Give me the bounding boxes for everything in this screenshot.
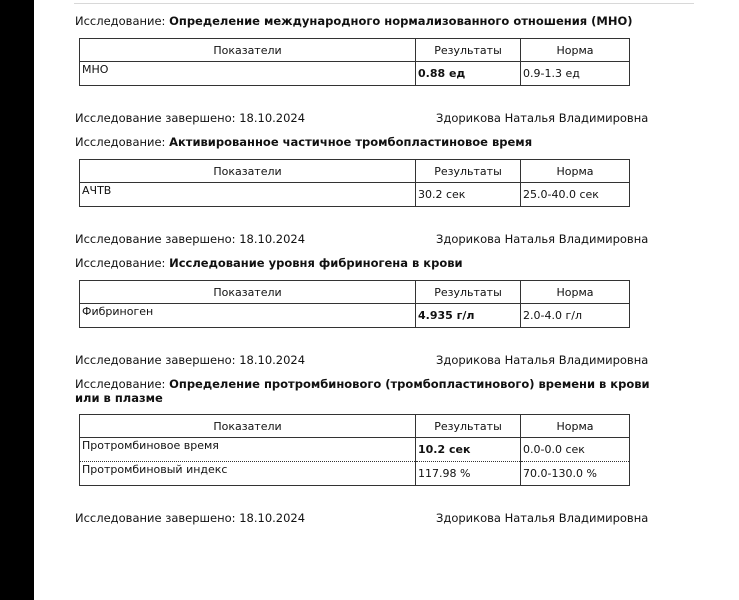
header-result: Результаты (416, 39, 521, 62)
header-param: Показатели (80, 160, 416, 183)
param-name: Фибриноген (80, 304, 416, 328)
table-row (80, 438, 630, 462)
result-value: 30.2 сек (416, 183, 521, 207)
result-value: 10.2 сек (416, 438, 521, 462)
study-footer: Исследование завершено: 18.10.2024 Здорикова Наталья Владимировна (75, 111, 649, 125)
header-param: Показатели (80, 415, 416, 438)
study-footer: Исследование завершено: 18.10.2024 Здорикова Наталья Владимировна (75, 353, 649, 367)
norm-value: 0.9-1.3 ед (521, 62, 630, 86)
header-norm: Норма (521, 39, 630, 62)
doctor-name: Здорикова Наталья Владимировна (436, 511, 649, 525)
study-title: Исследование: Активированное частичное тромбопластиновое время (75, 135, 533, 149)
norm-value: 2.0-4.0 г/л (521, 304, 630, 328)
results-table (79, 38, 630, 86)
norm-value: 25.0-40.0 сек (521, 183, 630, 207)
table-row (80, 62, 630, 86)
completion-date: 18.10.2024 (239, 111, 306, 125)
header-norm: Норма (521, 415, 630, 438)
doctor-name: Здорикова Наталья Владимировна (436, 353, 649, 367)
norm-value: 0.0-0.0 сек (521, 438, 630, 462)
header-norm: Норма (521, 281, 630, 304)
top-divider (74, 3, 694, 4)
header-result: Результаты (416, 281, 521, 304)
completion-date: 18.10.2024 (239, 232, 306, 246)
study-title: Исследование: Исследование уровня фибриногена в крови (75, 256, 463, 270)
result-value: 0.88 ед (416, 62, 521, 86)
header-param: Показатели (80, 281, 416, 304)
completion-date: 18.10.2024 (239, 353, 306, 367)
header-norm: Норма (521, 160, 630, 183)
header-result: Результаты (416, 415, 521, 438)
header-param: Показатели (80, 39, 416, 62)
results-table (79, 159, 630, 207)
report-page (34, 0, 739, 600)
result-value: 117.98 % (416, 462, 521, 486)
results-table (79, 414, 630, 486)
study-title: Исследование: Определение протромбинового (тромбопластинового) времени в крови или в плазме (75, 377, 650, 405)
param-name: Протромбиновое время (80, 438, 416, 462)
param-name: МНО (80, 62, 416, 86)
table-row (80, 304, 630, 328)
header-result: Результаты (416, 160, 521, 183)
norm-value: 70.0-130.0 % (521, 462, 630, 486)
doctor-name: Здорикова Наталья Владимировна (436, 232, 649, 246)
param-name: Протромбиновый индекс (80, 462, 416, 486)
completion-date: 18.10.2024 (239, 511, 306, 525)
study-title: Исследование: Определение международного нормализованного отношения (МНО) (75, 14, 633, 28)
study-footer: Исследование завершено: 18.10.2024 Здорикова Наталья Владимировна (75, 232, 649, 246)
table-row (80, 183, 630, 207)
study-footer: Исследование завершено: 18.10.2024 Здорикова Наталья Владимировна (75, 511, 649, 525)
results-table (79, 280, 630, 328)
doctor-name: Здорикова Наталья Владимировна (436, 111, 649, 125)
param-name: АЧТВ (80, 183, 416, 207)
result-value: 4.935 г/л (416, 304, 521, 328)
table-row (80, 462, 630, 486)
